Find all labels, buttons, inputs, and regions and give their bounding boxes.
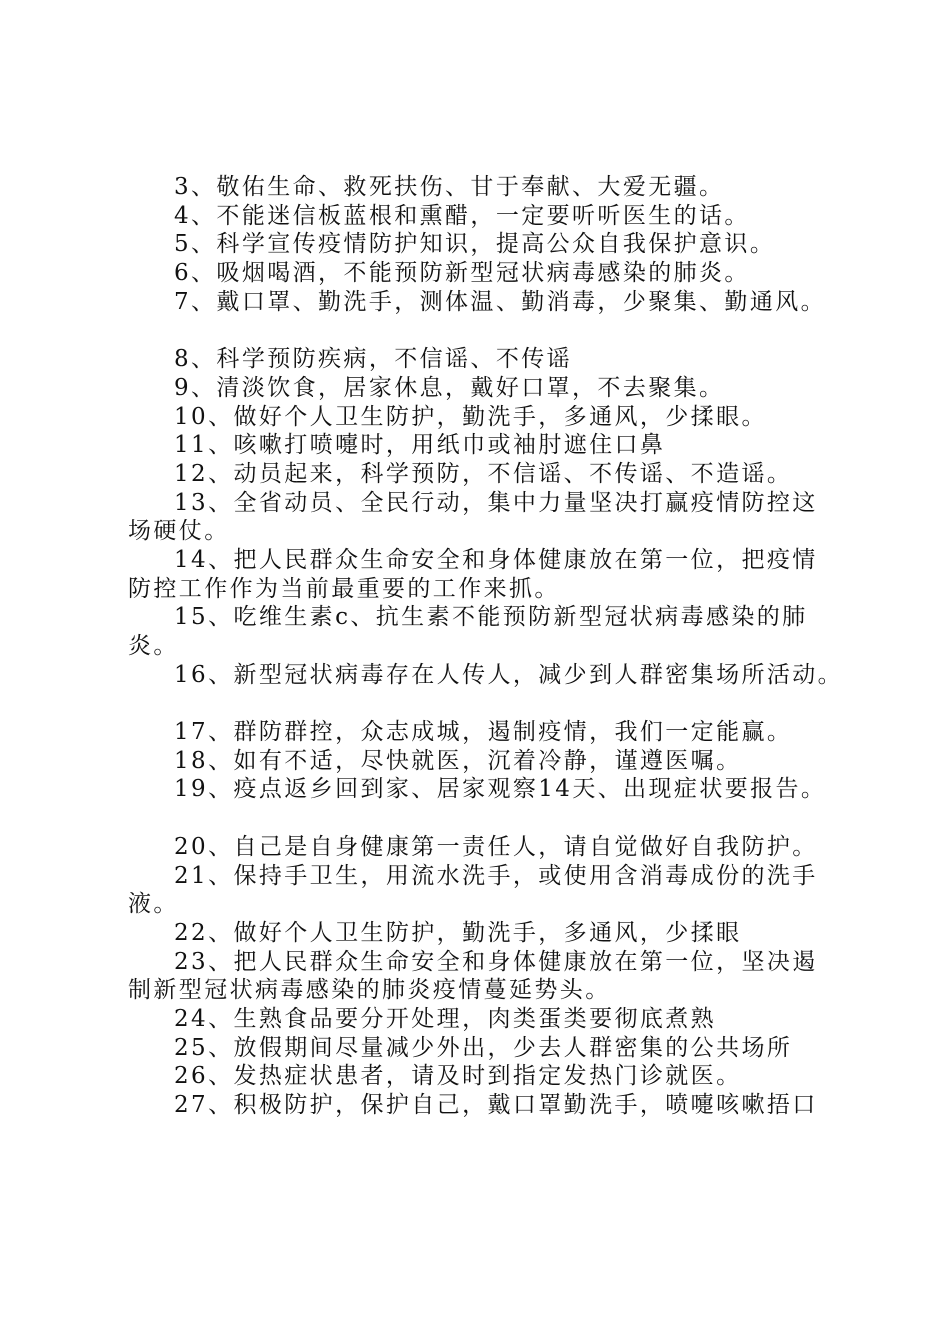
slogan-list (128, 173, 844, 1120)
slogan-item: 4、不能迷信板蓝根和熏醋，一定要听听医生的话。 (174, 202, 750, 229)
paragraph-gap (128, 689, 840, 718)
slogan-item: 27、积极防护，保护自己，戴口罩勤洗手，喷嚏咳嗽捂口 (174, 1092, 818, 1118)
slogan-item: 6、吸烟喝酒，不能预防新型冠状病毒感染的肺炎。 (174, 260, 750, 287)
slogan-item-continuation: 场硬仗。 (128, 518, 230, 545)
slogan-item: 24、生熟食品要分开处理，肉类蛋类要彻底煮熟 (174, 1005, 717, 1032)
slogan-item: 26、发热症状患者，请及时到指定发热门诊就医。 (174, 1063, 742, 1090)
slogan-item: 12、动员起来，科学预防，不信谣、不传谣、不造谣。 (174, 460, 793, 487)
paragraph-gap (128, 804, 840, 833)
slogan-item: 10、做好个人卫生防护，勤洗手，多通风，少揉眼。 (174, 403, 767, 430)
slogan-item: 20、自己是自身健康第一责任人，请自觉做好自我防护。 (174, 833, 818, 860)
slogan-item: 3、敬佑生命、救死扶伤、甘于奉献、大爱无疆。 (174, 174, 725, 200)
slogan-item: 25、放假期间尽量减少外出，少去人群密集的公共场所 (174, 1034, 793, 1061)
slogan-item: 11、咳嗽打喷嚏时，用纸巾或袖肘遮住口鼻 (174, 432, 666, 459)
slogan-item: 23、把人民群众生命安全和身体健康放在第一位，坚决遏 (174, 948, 818, 975)
paragraph-gap (128, 316, 840, 345)
slogan-item: 13、全省动员、全民行动，集中力量坚决打赢疫情防控这 (174, 489, 818, 516)
slogan-item: 18、如有不适，尽快就医，沉着冷静，谨遵医嘱。 (174, 747, 742, 774)
slogan-item: 19、疫点返乡回到家、居家观察14天、出现症状要报告。 (174, 776, 827, 803)
slogan-item: 7、戴口罩、勤洗手，测体温、勤消毒，少聚集、勤通风。 (174, 288, 827, 315)
slogan-item-continuation: 液。 (128, 891, 179, 918)
slogan-item-continuation: 制新型冠状病毒感染的肺炎疫情蔓延势头。 (128, 977, 611, 1004)
slogan-item: 5、科学宣传疫情防护知识，提高公众自我保护意识。 (174, 231, 776, 258)
slogan-item: 15、吃维生素c、抗生素不能预防新型冠状病毒感染的肺 (174, 604, 808, 631)
slogan-item: 22、做好个人卫生防护，勤洗手，多通风，少揉眼 (174, 919, 742, 946)
slogan-item: 8、科学预防疾病，不信谣、不传谣 (174, 346, 573, 373)
slogan-item: 21、保持手卫生，用流水洗手，或使用含消毒成份的洗手 (174, 862, 818, 889)
slogan-item-continuation: 炎。 (128, 633, 179, 659)
slogan-item-continuation: 防控工作作为当前最重要的工作来抓。 (128, 575, 560, 602)
slogan-item: 16、新型冠状病毒存在人传人，减少到人群密集场所活动。 (174, 661, 844, 688)
slogan-item: 14、把人民群众生命安全和身体健康放在第一位，把疫情 (174, 546, 818, 573)
slogan-item: 9、清淡饮食，居家休息，戴好口罩，不去聚集。 (174, 374, 725, 401)
slogan-item: 17、群防群控，众志成城，遏制疫情，我们一定能赢。 (174, 719, 793, 746)
